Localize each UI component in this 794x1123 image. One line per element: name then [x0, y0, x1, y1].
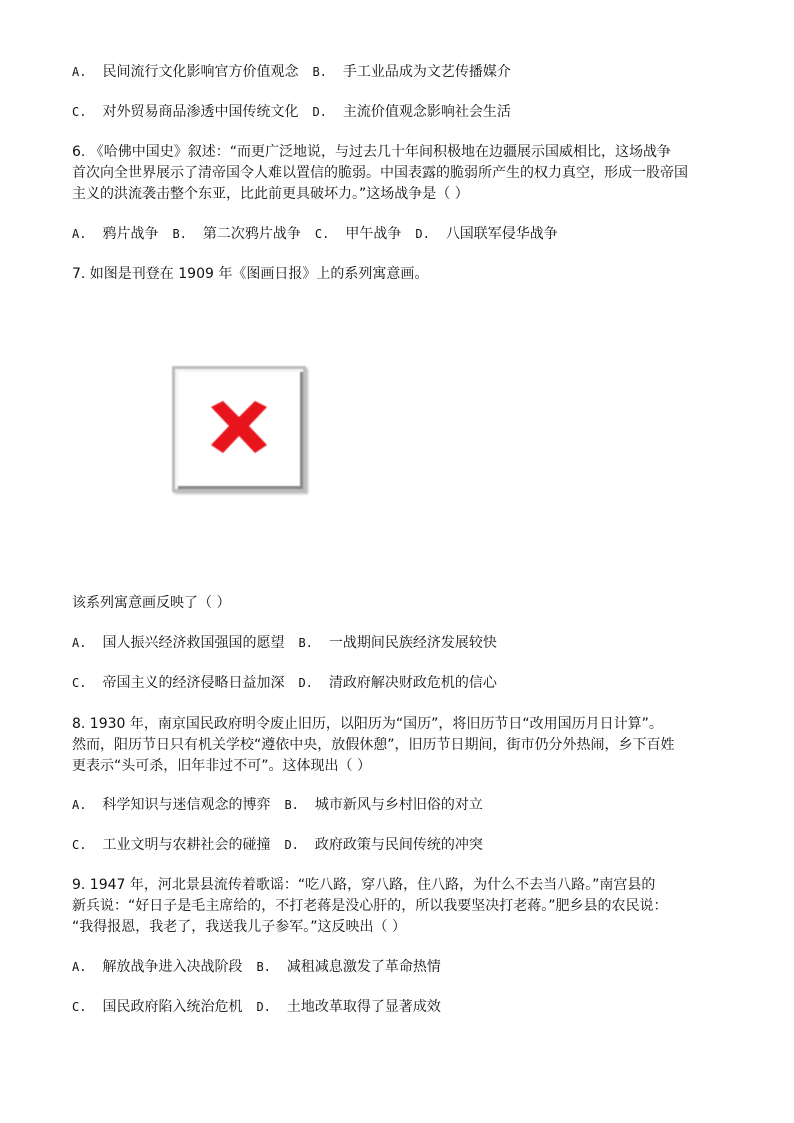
- q6-options: [72, 224, 558, 244]
- option-text: 国人振兴经济救国强国的愿望: [102, 635, 285, 651]
- option-letter: A.: [72, 960, 87, 974]
- q7-options-row-1: [72, 633, 497, 653]
- q7-question: 该系列寓意画反映了（ ）: [72, 595, 231, 611]
- option-text: 工业文明与农耕社会的碰撞: [102, 837, 271, 853]
- q7-options-row-2: [72, 673, 497, 693]
- option-letter: D.: [312, 105, 327, 119]
- option-text: 甲午战争: [345, 226, 402, 242]
- option-letter: B.: [172, 227, 187, 241]
- option-text: 城市新风与乡村旧俗的对立: [314, 797, 483, 813]
- option-text: 手工业品成为文艺传播媒介: [342, 64, 511, 80]
- option-text: 减租减息激发了革命热情: [286, 959, 441, 975]
- option-text: 八国联军侵华战争: [445, 226, 558, 242]
- option-text: 政府政策与民间传统的冲突: [314, 837, 483, 853]
- option-text: 土地改革取得了显著成效: [286, 999, 441, 1015]
- q8-stem-line-1: 8. 1930 年，南京国民政府明令废止旧历，以阳历为“国历”，将旧历节日“改用国历月日计算”。: [72, 716, 663, 732]
- option-letter: D.: [256, 1000, 271, 1014]
- option-letter: D.: [298, 676, 313, 690]
- option-text: 对外贸易商品渗透中国传统文化: [102, 104, 299, 120]
- option-letter: A.: [72, 227, 87, 241]
- q6-stem-line-3: 主义的洪流袭击整个东亚，比此前更具破坏力。”这场战争是（ ）: [72, 186, 469, 202]
- option-letter: B.: [312, 65, 327, 79]
- broken-image-icon: [172, 366, 306, 492]
- q9-stem-line-2: 新兵说：“好日子是毛主席给的，不打老蒋是没心肝的，所以我要坚决打老蒋。”肥乡县的农民说：: [72, 898, 668, 914]
- option-text: 鸦片战争: [102, 226, 159, 242]
- option-text: 科学知识与迷信观念的博弈: [102, 797, 271, 813]
- q7-stem: 7. 如图是刊登在 1909 年《图画日报》上的系列寓意画。: [72, 266, 429, 282]
- option-text: 清政府解决财政危机的信心: [328, 675, 497, 691]
- option-letter: A.: [72, 65, 87, 79]
- option-text: 主流价值观念影响社会生活: [342, 104, 511, 120]
- option-letter: C.: [72, 838, 87, 852]
- option-text: 一战期间民族经济发展较快: [328, 635, 497, 651]
- option-letter: B.: [298, 636, 313, 650]
- option-letter: D.: [284, 838, 299, 852]
- q6-stem-line-1: 6. 《哈佛中国史》叙述：“而更广泛地说，与过去几十年间积极地在边疆展示国威相比，这场战争: [72, 144, 672, 160]
- option-letter: C.: [72, 676, 87, 690]
- option-text: 帝国主义的经济侵略日益加深: [102, 675, 285, 691]
- option-text: 民间流行文化影响官方价值观念: [102, 64, 299, 80]
- option-letter: B.: [256, 960, 271, 974]
- option-letter: C.: [72, 105, 87, 119]
- option-text: 解放战争进入决战阶段: [102, 959, 243, 975]
- red-x-icon: [205, 399, 273, 455]
- q5-options-row-1: [72, 62, 511, 82]
- q8-stem-line-3: 更表示“头可杀，旧年非过不可”。这体现出（ ）: [72, 758, 371, 774]
- q9-stem-line-3: “我得报恩，我老了，我送我儿子参军。”这反映出（ ）: [72, 919, 406, 935]
- q8-options-row-2: [72, 835, 483, 855]
- option-letter: C.: [72, 1000, 87, 1014]
- q9-options-row-2: [72, 997, 441, 1017]
- option-letter: D.: [415, 227, 430, 241]
- q9-options-row-1: [72, 957, 441, 977]
- q8-options-row-1: [72, 795, 483, 815]
- option-text: 第二次鸦片战争: [202, 226, 301, 242]
- q5-options-row-2: [72, 102, 511, 122]
- q9-stem-line-1: 9. 1947 年，河北景县流传着歌谣：“吃八路，穿八路，住八路，为什么不去当八路。”南宫县的: [72, 877, 656, 893]
- option-letter: B.: [284, 798, 299, 812]
- option-letter: A.: [72, 636, 87, 650]
- option-letter: A.: [72, 798, 87, 812]
- option-letter: C.: [314, 227, 330, 241]
- option-text: 国民政府陷入统治危机: [102, 999, 243, 1015]
- q6-stem-line-2: 首次向全世界展示了清帝国令人难以置信的脆弱。中国表露的脆弱所产生的权力真空，形成一股帝国: [72, 165, 688, 181]
- q8-stem-line-2: 然而，阳历节日只有机关学校“遵依中央，放假休憩”，旧历节日期间，街市仍分外热闹，乡下百姓: [72, 737, 675, 753]
